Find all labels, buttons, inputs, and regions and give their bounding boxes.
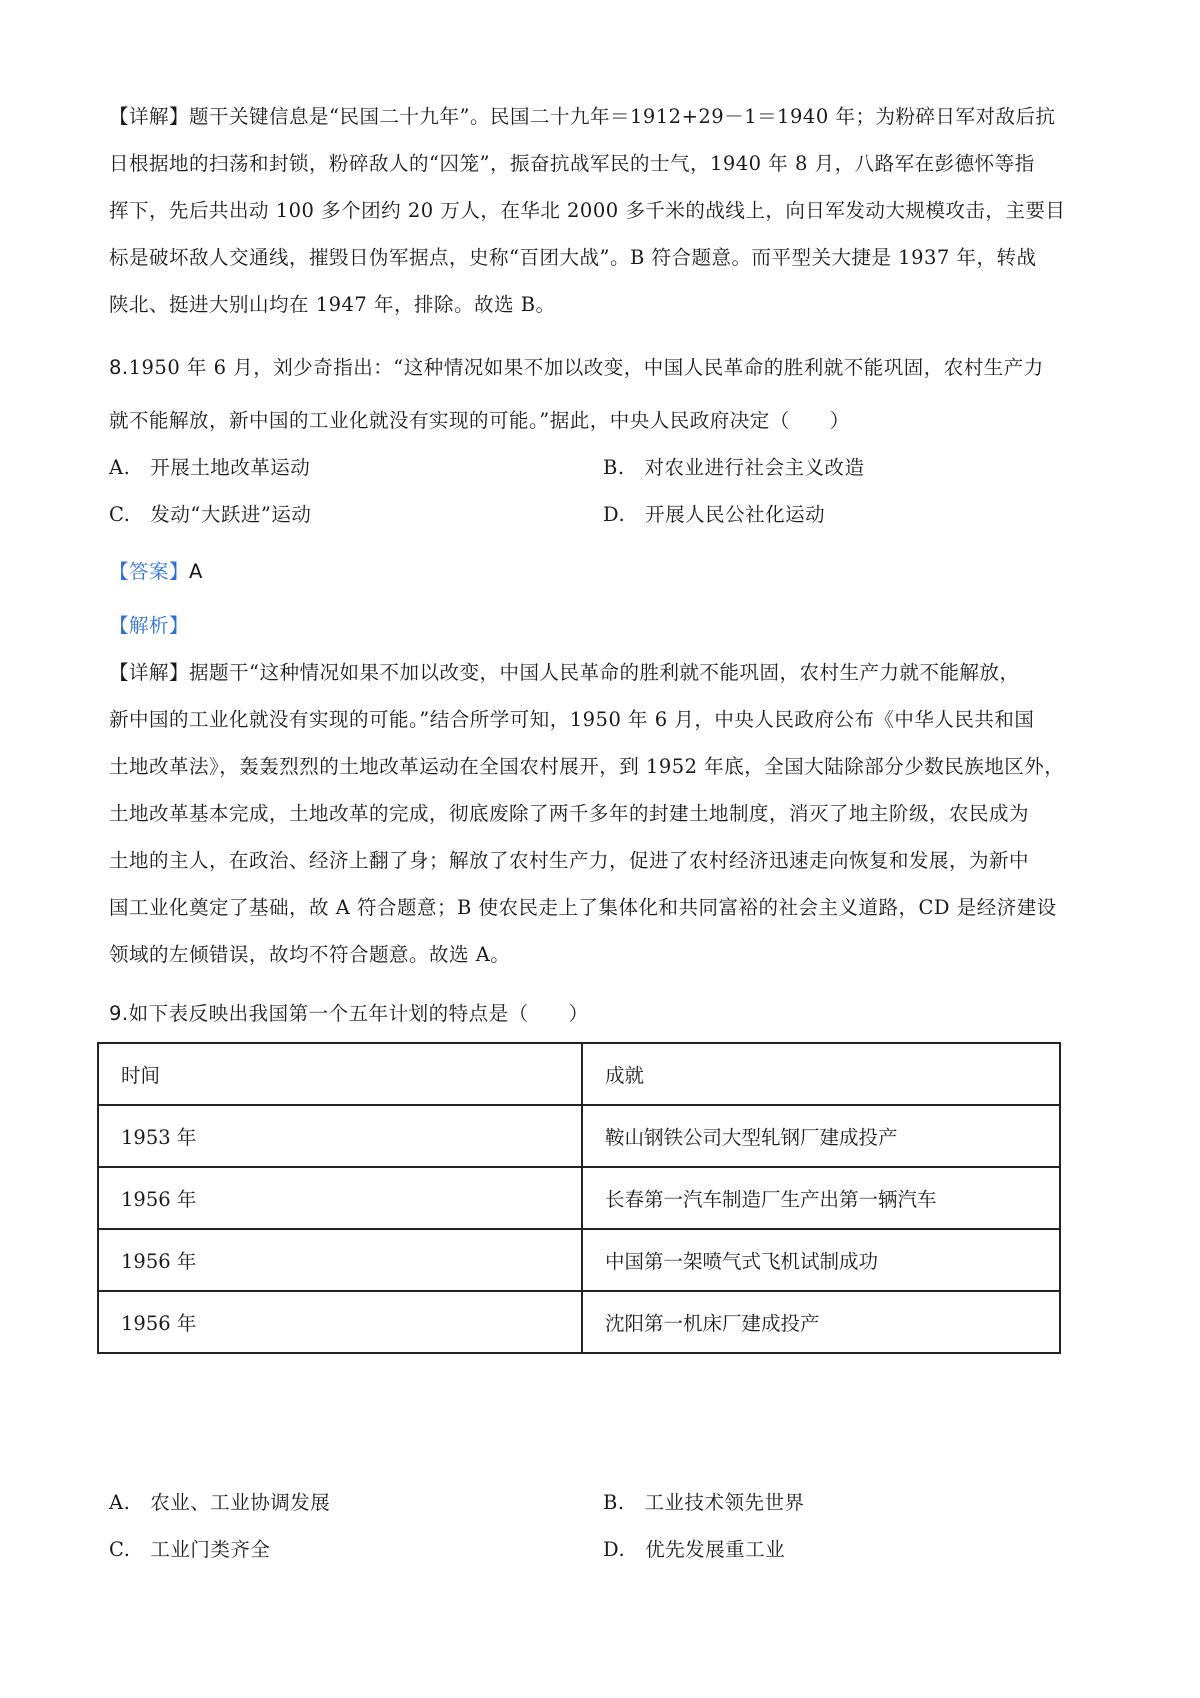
table-cell-achievement: 长春第一汽车制造厂生产出第一辆汽车 [582,1167,1060,1229]
table-cell-achievement: 鞍山钢铁公司大型轧钢厂建成投产 [582,1105,1060,1167]
question-9-line [109,998,589,1026]
table-cell-achievement: 沈阳第一机床厂建成投产 [582,1291,1060,1353]
question-number: 8. [109,356,129,379]
detail-line: 新中国的工业化就没有实现的可能。”结合所学可知，1950 年 6 月，中央人民政府公布《中华人民共和国 [109,708,1035,731]
table-cell-year: 1956 年 [98,1229,582,1291]
detail-line: 土地改革基本完成，土地改革的完成，彻底废除了两千多年的封建土地制度，消灭了地主阶级，农民成为 [109,802,1030,825]
option-c: C. 发动“大跃进”运动 [109,503,312,526]
option-d: D. 优先发展重工业 [603,1538,786,1561]
question-text: 如下表反映出我国第一个五年计划的特点是（ ） [128,1002,589,1025]
option-a: A. 开展土地改革运动 [109,456,311,479]
table-cell-year: 1956 年 [98,1167,582,1229]
option-c: C. 工业门类齐全 [109,1538,271,1561]
detail-line: 【详解】题干关键信息是“民国二十九年”。民国二十九年＝1912+29－1＝1940 年；为粉碎日军对敌后抗 [109,105,1056,128]
detail-line: 陕北、挺进大别山均在 1947 年，排除。故选 B。 [109,293,556,316]
detail-line: 日根据地的扫荡和封锁，粉碎敌人的“囚笼”，振奋抗战军民的士气，1940 年 8 月，八路军在彭德怀等指 [109,152,1035,175]
question-8-line [109,352,1044,380]
option-d: D. 开展人民公社化运动 [603,503,826,526]
answer-tag: 【答案】 [109,560,190,583]
achievements-table [97,1042,1061,1354]
table-cell-year: 1956 年 [98,1291,582,1353]
table-header-row [98,1043,1060,1105]
detail-line: 挥下，先后共出动 100 多个团约 20 万人，在华北 2000 多千米的战线上，向日军发动大规模攻击，主要目 [109,199,1066,222]
detail-line: 国工业化奠定了基础，故 A 符合题意；B 使农民走上了集体化和共同富裕的社会主义道路，CD 是经济建设 [109,896,1057,919]
table-row [98,1229,1060,1291]
question-number: 9. [109,1002,129,1025]
option-b: B. 对农业进行社会主义改造 [603,456,865,479]
table-cell-achievement: 中国第一架喷气式飞机试制成功 [582,1229,1060,1291]
option-a: A. 农业、工业协调发展 [109,1491,331,1514]
table-cell-year: 1953 年 [98,1105,582,1167]
answer-value: A [189,560,203,583]
table-header-cell: 时间 [98,1043,582,1105]
table-row [98,1105,1060,1167]
detail-line: 土地改革法》，轰轰烈烈的土地改革运动在全国农村展开，到 1952 年底，全国大陆除部分少数民族地区外， [109,755,1065,778]
detail-line: 标是破坏敌人交通线，摧毁日伪军据点，史称“百团大战”。B 符合题意。而平型关大捷是 1937 年，转战 [109,246,1037,269]
detail-line: 土地的主人，在政治、经济上翻了身；解放了农村生产力，促进了农村经济迅速走向恢复和发展，为新中 [109,849,1030,872]
option-b: B. 工业技术领先世界 [603,1491,805,1514]
answer-line [109,556,203,584]
analysis-tag: 【解析】 [109,614,190,637]
question-8-line: 就不能解放，新中国的工业化就没有实现的可能。”据此，中央人民政府决定（ ） [109,409,850,432]
detail-line: 【详解】据题干“这种情况如果不加以改变，中国人民革命的胜利就不能巩固，农村生产力就不能解放， [109,661,1020,684]
table-row [98,1291,1060,1353]
question-text: 1950 年 6 月，刘少奇指出：“这种情况如果不加以改变，中国人民革命的胜利就不能巩固，农村生产力 [128,356,1044,379]
table-header-cell: 成就 [582,1043,1060,1105]
table-row [98,1167,1060,1229]
detail-line: 领域的左倾错误，故均不符合题意。故选 A。 [109,943,511,966]
